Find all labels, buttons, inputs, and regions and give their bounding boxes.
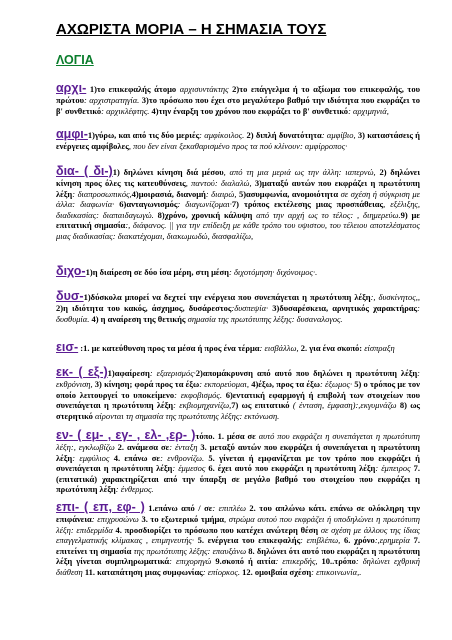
entry-text-segment: 4)μοιρασιά, διανομή (131, 188, 206, 199)
entry-text-segment: 2. του απλώνω κάτι. επάνω σε ολόκληρη την επιφάνεια (56, 503, 421, 524)
entry-headword: αμφι- (56, 127, 88, 141)
entry-text-segment: 2) διπλή δυνατότητα (246, 130, 322, 140)
entry-amfi (56, 128, 420, 152)
entry-text-segment: 10..τρόπο (321, 556, 356, 566)
entry-text-segment: 9.σκοπό ή αιτία (215, 556, 276, 566)
entry-text-segment: 5. γίνεται ή εμφανίζεται με τον τρόπο που εκφράζει ή συνεπάγεται η πρωτότυπη λέξη (56, 452, 420, 473)
entry-headword: επι- ( επ, εφ- ) (56, 500, 145, 514)
entry-headword: δια- ( δι-) (56, 164, 113, 178)
entry-text-segment: 12. ομοιβαία σχέση (242, 566, 312, 577)
entry-headword: εν- ( εμ- , εγ- , ελ- ,ερ- ) (56, 428, 196, 442)
entry-text-segment: : επιπλέω (212, 503, 250, 513)
entry-text-segment: 7. επιτείνει τη σημασία (56, 535, 420, 556)
entry-archi (56, 82, 420, 116)
entry-text-segment: 1)το επικεφαλής άτομο (86, 84, 180, 94)
entry-text-segment: 3. το εξωτερικό τμήμα (141, 514, 225, 524)
entry-text-segment: 5)ασυμφωνία, ανομοιότητα (238, 188, 339, 199)
entry-text-segment: σε σχέση με άλλους της ίδιας επαγγελματικής κλίμακας , επιμηνευτής· (56, 524, 420, 545)
entry-text-segment: σημασία της πρωτότυπης λέξης: δυσαναλογος. (185, 313, 343, 324)
entry-text-segment: :,ερημερία (374, 535, 414, 545)
entry-text-segment: 7. (επιτατικά) χαρακτηρίζεται από την ύπαρξη σε μεγάλο βαθμό του στοιχείου που εκφράζει η πρωτότυπη λέξη (56, 463, 420, 494)
entry-en (56, 429, 420, 495)
entry-text-segment: 1.επάνω από / σε (144, 503, 213, 513)
entry-text-segment: :, δυσκίνητος,, (370, 292, 420, 302)
entry-text-segment: , που δεν είναι ξεκαθαρισμένο προς τα πού κλίνουν: αμφίρροπος· (128, 141, 348, 151)
entry-text-segment: της πρωτότυπης λέξης: επαυξάνω (131, 545, 249, 556)
entry-text-segment: 1) δηλώνει κίνηση διά μέσου (112, 167, 224, 177)
entry-text-segment: 3. μεταξύ αυτών που εκφράζει ή συνεπάγεται η πρωτότυπη λέξη (56, 442, 420, 463)
entry-text-segment: : διαγωνίζομαι· (177, 199, 232, 209)
entry-text-segment: : εκθρόνιση, (56, 368, 421, 389)
entry-text-segment: 3)το πρόσωπο που έχει στο μεγαλύτερο βαθμό την ιδιότητα που εκφράζει το β' συνθετικό (56, 95, 420, 116)
entry-text-segment: 1)δύσκολα μπορεί να δεχτεί την ενέργεια που συνεπάγεται η πρωτότυπη λέξη (83, 292, 371, 302)
entry-text-segment: : έμμεσος (172, 463, 209, 473)
entry-text-segment: 5. ενέργεια του επικεφαλής (197, 535, 301, 545)
entry-text-segment: :1. με κατεύθυνση προς τα μέσα ή προς ένα τέρμα (78, 343, 260, 353)
entry-eis (56, 341, 420, 354)
entry-text-segment: 9) με επιτατική σημασία (56, 209, 420, 230)
entry-dys (56, 290, 420, 324)
entry-text-segment: : διαιρώ, (205, 188, 239, 199)
entry-text-segment: : αμφίκοιλος. (199, 130, 247, 140)
entry-text-segment: 1)αφαίρεση (107, 368, 150, 378)
entry-text-segment: : εμφύλιος (72, 452, 114, 463)
entry-text-segment: : επικοινωνία,. (311, 566, 362, 577)
entry-text-segment: :δυσπεψία· (231, 303, 273, 313)
entry-text-segment: 5) ο τρόπος με τον οποίο λειτουργεί το υποκείμενο (56, 379, 420, 400)
entry-text-segment: 4)έξω, προς τα έξω (251, 379, 320, 389)
entry-text-segment: 1)η διαίρεση σε δύο ίσα μέρη, στη μέση (85, 267, 230, 277)
entry-text-segment: ( ένταση, έμφαση):,εκγυμνάζω (289, 400, 400, 410)
entry-text-segment: 8)χρόνο, χρονική κάλυψη (157, 209, 253, 220)
entry-text-segment: 2) δηλώνει κίνηση προς όλες τις κατευθύνσεις (56, 167, 421, 188)
entry-text-segment: : έμπειρος (375, 463, 414, 473)
entry-text-segment: 7) ως επιτατικό (231, 400, 290, 410)
entry-text-segment: : επιχορηγώ (169, 556, 216, 566)
entry-text-segment: : αρχιμηνιά, (348, 105, 389, 116)
entry-text-segment: 3)δυσαρέσκεια, αρνητικός χαρακτήρας (272, 303, 418, 313)
entry-text-segment: 6. έχει αυτό που εκφράζει η πρωτότυπη λέξη (208, 463, 376, 473)
entry-text-segment: 4. προσδιορίζει το πρόσωπο που κατέχει ανώτερη θέση (115, 524, 319, 535)
entry-text-segment: 2. για ένα σκοπό: (300, 343, 363, 353)
entry-text-segment: , εξέλιξης, διαδικασίας: διαπαιδαγωγώ. (56, 199, 421, 220)
entry-text-segment: : εκπορεύομαι, (199, 379, 252, 389)
entry-text-segment: : δυσθυμία. (56, 303, 420, 324)
entry-text-segment: αίρονται τη σημασία της πρωτότυπης λέξης: εκτόνωση. (92, 410, 280, 421)
entry-text-segment: 4)την έναρξη του χρόνου που εκφράζει το β' συνθετικό (151, 105, 349, 116)
entry-text-segment: 6)εντατική εφαρμογή ή επιβολή των στοιχείων που συνεπάγεται η πρωτότυπη λέξη (56, 389, 421, 410)
entry-headword: αρχι- (56, 81, 87, 95)
entry-text-segment: 3) καταστάσεις ή ενέργειες αμφίβολες (56, 130, 420, 151)
entry-text-segment: 3)ματαξύ αυτών που εκφράζει η πρωτότυπη λέξη (56, 178, 421, 199)
entry-text-segment: είσπραξη (362, 343, 395, 353)
entry-text-segment: , παντού: διαλαλώ, (185, 178, 255, 188)
entry-text-segment: : ένταξη (169, 442, 201, 452)
section-heading: ΛΟΓΙΑ (56, 53, 94, 67)
entry-dicho (56, 265, 420, 278)
entry-text-segment: αρχισυντάκτης (179, 84, 233, 94)
entry-text-segment: 8. δηλώνει ότι αυτό που εκφράζει η πρωτότυπη λέξη γίνεται συμπληρωματικά (56, 545, 420, 566)
entry-text-segment: 4. επάνω σε (113, 452, 161, 463)
entry-text-segment: 6)ανταγωνισμός (119, 199, 178, 209)
entry-text-segment: 2)η ιδιότητα του κακός, άσχημος, δυσάρεστος (56, 303, 232, 313)
entry-text-segment: 11. καταπάτηση μιας συμφωνίας (84, 566, 203, 577)
entry-epi (56, 501, 420, 577)
entry-text-segment: : έξωμος· (319, 379, 353, 389)
entry-text-segment: : επιβλέπω, (300, 535, 344, 545)
entry-text-segment: 1. μέσα σε (217, 431, 256, 441)
entry-headword: δυσ- (56, 289, 84, 303)
entry-text-segment: 7) τρόπος εκτέλεσης μιας προσπάθειας (231, 199, 384, 209)
entry-text-segment: : δηλώνει εχθρική διάθεση (56, 556, 420, 577)
entry-text-segment: :, διάφανος. || για την επίδειξη με κάθε τρόπο του υψιστου, του τέλειου αποτελέσματος μιας διαδικασίας: διακατέχομαι, διακωμωδώ, διασφαλίζω, (56, 220, 420, 241)
entry-text-segment: 4) η αναίρεση της θετικής (91, 313, 186, 324)
entry-text-segment: : επιχρυσώνω (91, 514, 142, 524)
entry-text-segment: από την αρχή ως το τέλος: , διημερεύω. (252, 209, 401, 220)
entry-text-segment: 2)το επάγγελμα ή το αξίωμα του επικεφαλής, του πρώτου (56, 84, 420, 105)
entry-text-segment: : εξαερισμός· (149, 368, 196, 378)
entry-text-segment: 1)γύρω, και από τις δύο μεριές (87, 130, 200, 140)
entry-text-segment: : ένθερμος. (115, 484, 154, 494)
entry-text-segment: τόπο. (195, 431, 218, 441)
entry-ek (56, 366, 420, 421)
entry-text-segment: : ενθρονίζω. (160, 452, 209, 463)
entry-text-segment: 8) ως στερητικό (56, 400, 420, 421)
entry-headword: εκ- ( εξ-) (56, 365, 108, 379)
entry-text-segment: : εισβάλλω, (259, 343, 301, 353)
entry-text-segment: : εκφοβισμός. (174, 389, 226, 400)
entry-text-segment: 6. χρόνο (343, 535, 375, 545)
entry-text-segment: , από τη μια μεριά ως την άλλη: ιαπερνώ, (223, 167, 380, 177)
entry-dia (56, 165, 420, 241)
entry-headword: διχο- (56, 264, 86, 278)
entry-text-segment: 2)απομάκρυνση από αυτό που δηλώνει η πρωτότυπη λέξη (195, 368, 418, 378)
entry-text-segment: σε σχέση ή σύγκριση με άλλα: διαφωνία· (56, 188, 420, 209)
entry-text-segment: : εκβιομηχανίζω, (173, 400, 232, 410)
page-title: ΑΧΩΡΙΣΤΑ ΜΟΡΙΑ – Η ΣΗΜΑΣΙΑ ΤΟΥΣ (56, 21, 327, 38)
entry-text-segment: : επικερδής, (275, 556, 322, 566)
entry-text-segment: : αμφίβιο, (321, 130, 358, 140)
entry-text-segment: 3) κίνηση; φορά προς τα έξω (94, 379, 200, 389)
entry-text-segment: : διχοτόμηση· διχόνοιμος·. (229, 267, 318, 277)
entry-text-segment: αυτό που εκφράζει η συνεπάγεται η πρωτότυπη λέξη:, εγκλωβίζω (56, 431, 420, 452)
entry-headword: εισ- (56, 340, 79, 354)
entry-text-segment: , στρώμα αυτού που εκφράζει ή υποδηλώνει η πρωτότυπη λέξη: επιδερμίδα (56, 514, 421, 535)
entry-text-segment: 2. ανάμεσα σε (117, 442, 170, 452)
entry-text-segment: : διαπροσωπικός, (72, 188, 132, 199)
entry-text-segment: : αρχικλέφτης. (101, 105, 152, 116)
entry-text-segment: : αρχιστρατηγία. (84, 95, 142, 105)
entry-text-segment: : επίορκος. (202, 566, 243, 577)
